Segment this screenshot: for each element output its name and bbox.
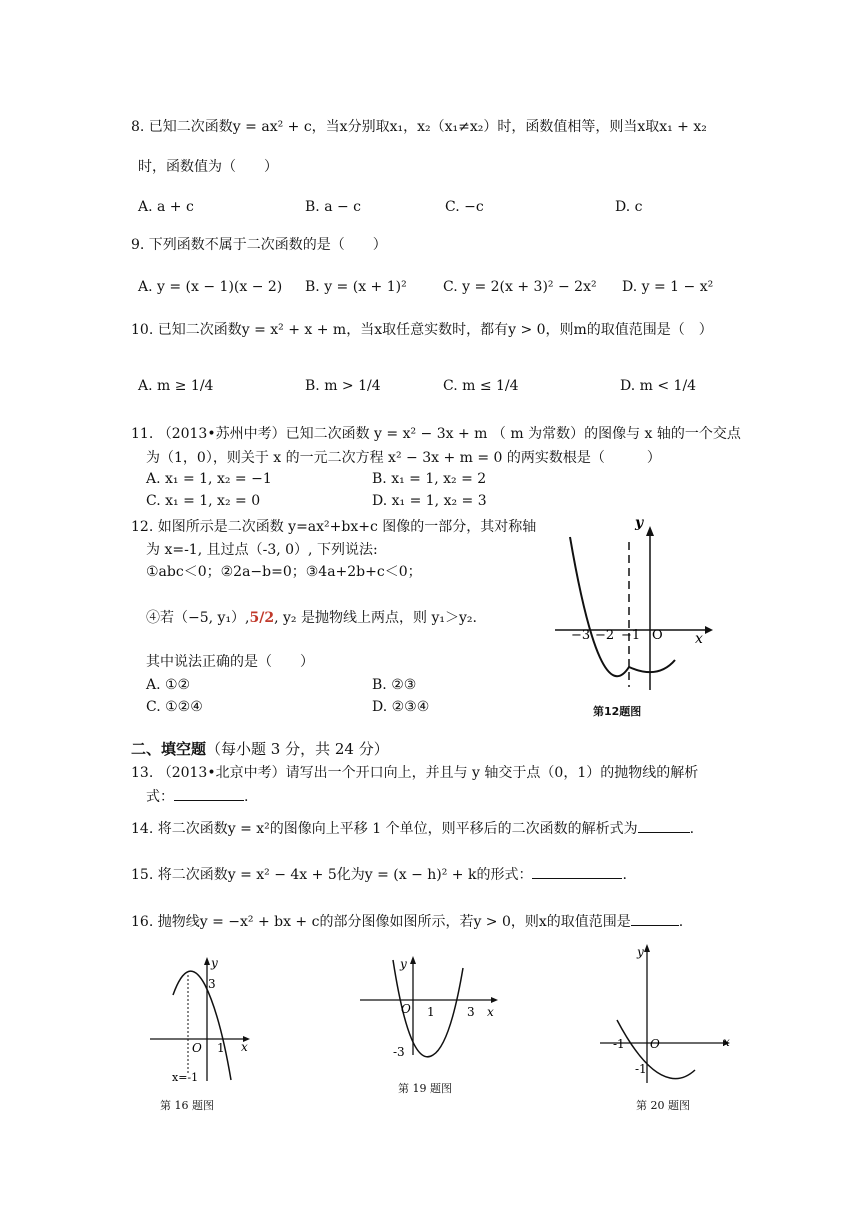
- fig19-three: 3: [467, 1005, 475, 1019]
- fig20-minus-one-x: -1: [613, 1037, 625, 1051]
- fig20-y-label: y: [637, 945, 644, 959]
- q13-answer-blank[interactable]: [174, 786, 244, 801]
- q13-line1: 13. （2013•北京中考）请写出一个开口向上，并且与 y 轴交于点（0，1）的抛物线的解析: [131, 765, 699, 781]
- fig16-one: 1: [217, 1041, 225, 1055]
- q11-option-c: C. x₁ = 1, x₂ = 0: [146, 493, 261, 509]
- q8-line2: 时，函数值为（ ）: [138, 159, 278, 175]
- fig19-origin: O: [401, 1002, 411, 1016]
- fig16-origin: O: [192, 1041, 202, 1055]
- q15-tail: .: [622, 867, 627, 883]
- q14-line: [131, 818, 694, 838]
- q12-line3: ①abc＜0；②2a−b=0；③4a+2b+c＜0；: [146, 564, 422, 580]
- q11-line1: 11. （2013•苏州中考）已知二次函数 y = x² − 3x + m （ m 为常数）的图像与 x 轴的一个交点: [131, 426, 741, 442]
- q15-answer-blank[interactable]: [532, 864, 622, 879]
- q12-y-arrow: [646, 526, 654, 536]
- fig16-x-label: x: [241, 1040, 248, 1054]
- q14-text: 14. 将二次函数y = x²的图像向上平移 1 个单位，则平移后的二次函数的解析式为: [131, 821, 638, 837]
- fig16-y-label: y: [211, 956, 218, 970]
- q11-option-b: B. x₁ = 1, x₂ = 2: [372, 471, 487, 487]
- q14-answer-blank[interactable]: [638, 818, 690, 833]
- q12-figure: [555, 512, 715, 697]
- q16-text: 16. 抛物线y = −x² + bx + c的部分图像如图所示，若y > 0，则x的取值范围是: [131, 914, 631, 930]
- q10-option-c: C. m ≤ 1/4: [443, 378, 519, 394]
- fig16-three: 3: [208, 977, 216, 991]
- fig19-one: 1: [427, 1005, 435, 1019]
- fig20-caption: 第 20 题图: [636, 1099, 690, 1112]
- q9-option-d: D. y = 1 − x²: [622, 279, 714, 295]
- q12-line1: 12. 如图所示是二次函数 y=ax²+bx+c 图像的一部分，其对称轴: [131, 519, 537, 535]
- q13-tail: .: [244, 789, 249, 805]
- fig20-y-arrow: [644, 944, 650, 952]
- q12-point2: , y₂ 是抛物线上两点，则 y₁＞y₂.: [274, 610, 477, 626]
- q16-answer-blank[interactable]: [631, 911, 679, 926]
- q11-option-a: A. x₁ = 1, x₂ = −1: [146, 471, 272, 487]
- q12-x-label: x: [695, 631, 703, 647]
- fig19-y-label: y: [400, 957, 407, 971]
- q10-option-b: B. m > 1/4: [305, 378, 381, 394]
- section2-heading: [131, 740, 389, 758]
- q12-y-label: y: [635, 515, 644, 531]
- q12-line2: 为 x=-1, 且过点（-3, 0）, 下列说法:: [146, 542, 378, 558]
- q13-prefix: 式：: [146, 789, 174, 805]
- fig16-parabola: [173, 971, 231, 1080]
- fig19: [355, 950, 510, 1065]
- q12-parabola: [570, 537, 675, 676]
- fig19-y-arrow: [410, 956, 416, 964]
- q12-fraction: 5/2: [249, 610, 275, 626]
- q12-tick-minus3: −3: [571, 628, 591, 643]
- q9-option-c: C. y = 2(x + 3)² − 2x²: [443, 279, 597, 295]
- q16-line: [131, 911, 683, 931]
- q11-option-d: D. x₁ = 1, x₂ = 3: [372, 493, 487, 509]
- q12-option-c: C. ①②④: [146, 699, 203, 715]
- q12-point1: ④若（−5, y₁）,: [146, 610, 250, 626]
- q11-line2: 为（1，0），则关于 x 的一元二次方程 x² − 3x + m = 0 的两实数根是（ ）: [146, 450, 661, 466]
- section2-note: （每小题 3 分，共 24 分）: [206, 740, 389, 758]
- q12-tick-minus2: −2: [595, 628, 615, 643]
- q12-line4: [146, 609, 477, 627]
- q13-line2: [146, 786, 248, 806]
- q12-x-arrow: [705, 626, 713, 634]
- fig16-axis-label: x=-1: [172, 1071, 199, 1084]
- q9-option-a: A. y = (x − 1)(x − 2): [138, 279, 283, 295]
- q8-line1: 8. 已知二次函数y = ax² + c，当x分别取x₁，x₂（x₁≠x₂）时，函数值相等，则当x取x₁ + x₂: [131, 119, 707, 135]
- q12-tick-minus1: −1: [621, 628, 641, 643]
- q8-option-a: A. a + c: [138, 199, 194, 215]
- q12-option-b: B. ②③: [372, 677, 417, 693]
- fig19-caption: 第 19 题图: [398, 1082, 452, 1095]
- q14-tail: .: [689, 821, 695, 837]
- fig20-minus-one-y: -1: [635, 1062, 647, 1076]
- fig16: [145, 955, 260, 1085]
- fig16-caption: 第 16 题图: [160, 1099, 214, 1112]
- section2-title: 二、填空题: [131, 740, 207, 758]
- q12-caption: 第12题图: [593, 705, 642, 718]
- q8-option-c: C. −c: [445, 199, 484, 215]
- q12-origin: O: [652, 628, 663, 643]
- q12-option-d: D. ②③④: [372, 699, 430, 715]
- q10-option-d: D. m < 1/4: [620, 378, 697, 394]
- q12-option-a: A. ①②: [146, 677, 191, 693]
- q9-option-b: B. y = (x + 1)²: [305, 279, 407, 295]
- fig19-x-label: x: [487, 1005, 494, 1019]
- q9-stem: 9. 下列函数不属于二次函数的是（ ）: [131, 237, 387, 253]
- fig19-minus-three: -3: [393, 1045, 405, 1059]
- fig20-origin: O: [650, 1037, 660, 1051]
- q15-line: [131, 864, 627, 884]
- fig20-x-label: x: [723, 1035, 730, 1049]
- fig19-x-arrow: [491, 997, 498, 1003]
- q15-text: 15. 将二次函数y = x² − 4x + 5化为y = (x − h)² + k的形式：: [131, 867, 533, 883]
- q10-option-a: A. m ≥ 1/4: [138, 378, 214, 394]
- q16-tail: .: [678, 914, 684, 930]
- q10-stem: 10. 已知二次函数y = x² + x + m，当x取任意实数时，都有y > 0，则m的取值范围是（ ）: [131, 322, 713, 338]
- q12-line5: 其中说法正确的是（ ）: [146, 654, 314, 670]
- fig20: [595, 938, 740, 1088]
- q8-option-b: B. a − c: [305, 199, 362, 215]
- fig16-y-arrow: [204, 957, 210, 965]
- q8-option-d: D. c: [615, 199, 643, 215]
